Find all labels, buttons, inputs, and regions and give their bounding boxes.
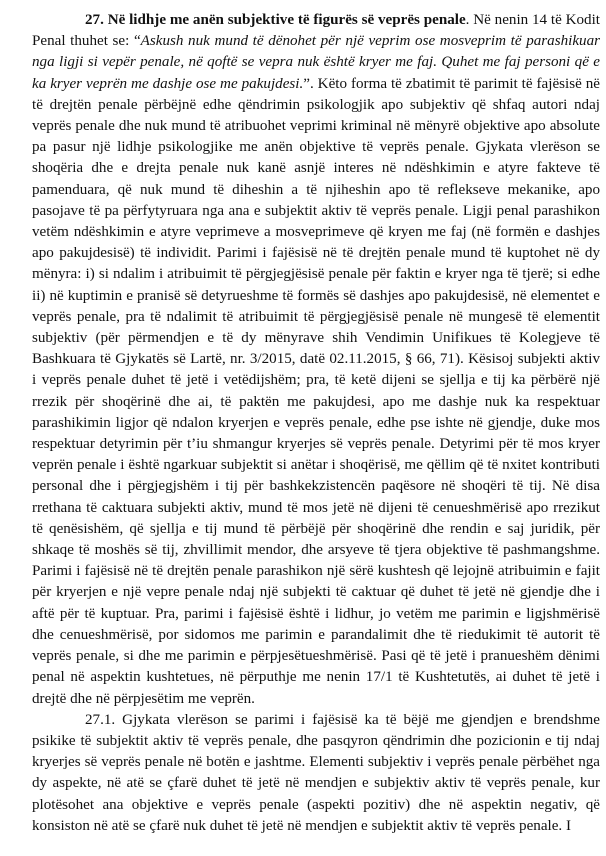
paragraph-27-1: 27.1. Gjykata vlerëson se parimi i fajësisë ka të bëjë me gjendjen e brendshme psikike të subjektit aktiv të veprës penale, dhe pasqyron qëndrimin dhe pozicionin e tij ndaj kryerjes së veprës penale në botën e jashtme. Elementi subjektiv i veprës penale përbëhet nga dy aspekte, në atë se çfarë duhet të jetë në mendjen e subjektiv aktiv të veprës penale, kur plotësohet ana objektive e veprës penale (aspekti pozitiv) dhe në aspektin negativ, që konsiston në atë se çfarë nuk duhet të jetë në mendjen e subjektit aktiv të veprës penale. I (32, 711, 600, 834)
paragraph-intro: . Në nenin 14 të Kodit Penal thuhet se: “ (32, 12, 600, 50)
paragraph-number: 27. (85, 12, 104, 28)
paragraph-body: ”. Këto forma të zbatimit të parimit të fajësisë në të drejtën penale përbëjnë edhe qëndrimin psikologjik apo subjektiv që shfaq autori ndaj veprës penale dhe nuk mund të atribuohet veprimi kriminal në mënyrë objektive apo absolute pa pasur një lidhje psikologjike me anën objektive të veprës penale. Gjykata vlerëson se shoqëria dhe e drejta penale nuk kanë asnjë interes në ndëshkimin e atyre fakteve të pamenduara, që nuk mund të diheshin a të njiheshin apo të reflekseve mekanike, apo pasojave të pa përfytyruara nga ana e subjektit aktiv të veprës penale. Ligji penal parashikon vetëm ndëshkimin e atyre veprimeve a mosveprimeve që kryen me faj (në formën e dashjes apo pakujdesisë) të individit. Parimi i fajësisë në të drejtën penale mund të kuptohet në dy mënyra: i) si ndalim i atribuimit të përgjegjësisë penale për faktin e kryer nga të tjerë; si edhe ii) në kuptimin e pranisë së detyrueshme të formës së dashjes apo pakujdesisë, në elementet e veprës penale, pra të ndalimit të atribuimit të përgjegjësisë penale në mungesë të elementit subjektiv (për përmendjen e të dy mënyrave shih Vendimin Unifikues të Kolegjeve të Bashkuara të Gjykatës së Lartë, nr. 3/2015, datë 02.11.2015, § 66, 71). Kësisoj subjekti aktiv i veprës penale duhet të jetë i vetëdijshëm; pra, të ketë dijeni se sjellja e tij ka përbërë një rrezik për shoqërinë dhe ai, të paktën me pakujdesi, apo me dashje nuk ka respektuar parashikimin ligjor që ndalon kryerjen e veprës penale, edhe pse ishte në gjendje, duke mos respektuar detyrimin për t’iu shmangur kryerjes së veprës penale. Detyrimi për të mos kryer veprën penale i është ngarkuar subjektit si anëtar i shoqërisë, me qëllim që të nxitet kontributi personal dhe i përgjegjshëm i tij për bashkekzistencën paqësore në shoqëri të tij. Në disa rrethana të caktuara subjekti aktiv, mund të mos jetë në dijeni të cenueshmërisë apo rrezikut të qenësishëm, që sjellja e tij mund të përbëjë për shoqërinë dhe rendin e saj juridik, për shkaqe të moshës së tij, zhvillimit mendor, dhe arsyeve të tjera objektive të pashmangshme. Parimi i fajësisë në të drejtën penale parashikon një sërë kushtesh që lejojnë atribuimin e fajit për kryerjen e një vepre penale ndaj një subjekti të caktuar që duhet të jetë në gjendje dhe i aftë për të kuptuar. Pra, parimi i fajësisë është i lidhur, jo vetëm me parimin e ligjshmërisë dhe cenueshmërisë, por sidomos me parimin e parandalimit dhe të riedukimit të autorit të veprës penale, si dhe me parimin e përpjesëtueshmërisë. Pasi që të jetë i pranueshëm dënimi penal në aspektin kushtetues, në përputhje me nenin 17/1 të Kushtetutës, ai duhet të jetë i drejtë dhe në përpjesëtim me veprën. (32, 75, 600, 707)
law-quote: Askush nuk mund të dënohet për një veprim ose mosveprim të parashikuar nga ligji si vepër penale, në qoftë se vepra nuk është kryer me faj. Quhet me faj personi që e ka kryer veprën me dashje ose me pakujdesi. (32, 33, 600, 92)
paragraph-heading: Në lidhje me anën subjektive të figurës së veprës penale (107, 12, 466, 28)
paragraph-27 (32, 10, 600, 710)
